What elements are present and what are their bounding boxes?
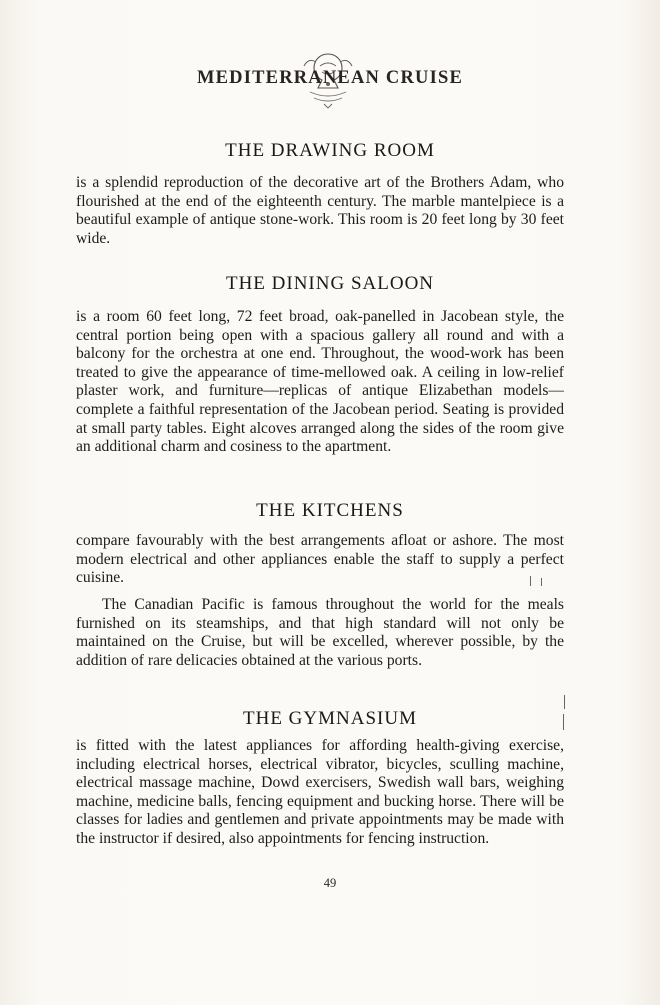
section-title-drawing-room: THE DRAWING ROOM bbox=[225, 140, 435, 161]
page-number: 49 bbox=[323, 876, 337, 890]
paragraph-dining-saloon: is a room 60 feet long, 72 feet broad, oak-panelled in Jacobean style, the central portion being open with a spacious gallery all round and with a balcony for the orchestra at one end. Throughout, the wood-work has been treated to give the appearance of time-mellowed oak. A ceiling in low-relief plaster work, and furniture—replicas of antique Elizabethan models—complete a faithful representation of the Jacobean period. Seating is provided at small party tables. Eight alcoves arranged along the sides of the room give an additional charm and cosiness to the apartment. bbox=[76, 308, 564, 456]
margin-mark bbox=[541, 578, 542, 586]
paragraph-kitchens-2: The Canadian Pacific is famous throughout the world for the meals furnished on its steamships, and that high standard will not only be maintained on the Cruise, but will be excelled, wherever possible, by the addition of rare delicacies obtained at the various ports. bbox=[76, 596, 564, 669]
paragraph-kitchens-1: compare favourably with the best arrangements afloat or ashore. The most modern electrical and other appliances enable the staff to supply a perfect cuisine. bbox=[76, 532, 564, 587]
paragraph-drawing-room: is a splendid reproduction of the decorative art of the Brothers Adam, who flourished at the end of the eighteenth century. The marble mantelpiece is a beautiful example of antique stone-work. This room is 20 feet long by 30 feet wide. bbox=[76, 174, 564, 247]
running-title: MEDITERRANEAN CRUISE bbox=[196, 68, 464, 88]
section-title-gymnasium: THE GYMNASIUM bbox=[243, 708, 417, 729]
paragraph-gymnasium: is fitted with the latest appliances for affording health-giving exercise, including electrical horses, electrical vibrator, bicycles, sculling machine, electrical massage machine, Dowd exercisers, Swedish wall bars, weighing machine, medicine balls, fencing equipment and bucking horse. There will be classes for ladies and gentlemen and private appointments may be made with the instructor if desired, also appointments for fencing instruction. bbox=[76, 737, 564, 847]
margin-mark bbox=[530, 576, 531, 586]
margin-mark bbox=[563, 714, 564, 730]
section-title-kitchens: THE KITCHENS bbox=[256, 500, 404, 521]
section-title-dining-saloon: THE DINING SALOON bbox=[225, 273, 435, 294]
margin-mark bbox=[564, 695, 565, 709]
